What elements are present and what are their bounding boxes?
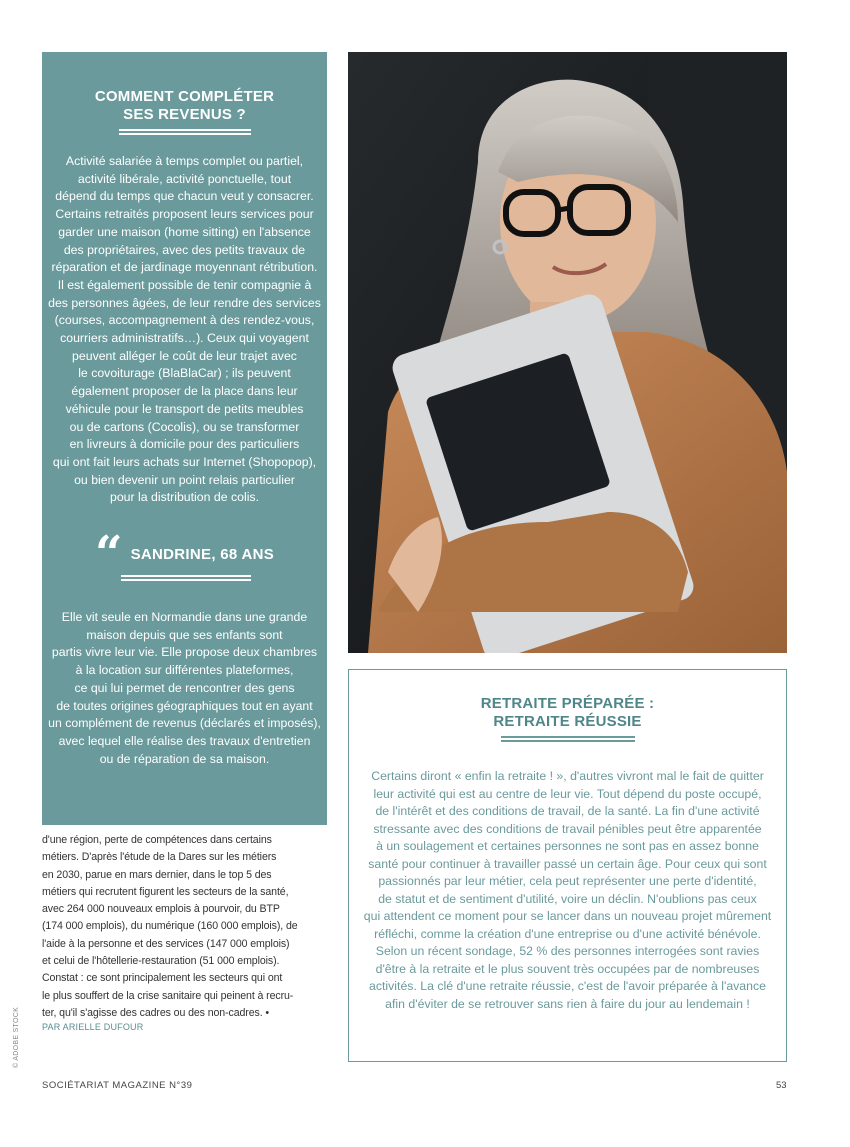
footer-magazine: SOCIÉTARIAT MAGAZINE N°39 [42,1080,193,1091]
sidebar-paragraph-1: Activité salariée à temps complet ou partiel, activité libérale, activité ponctuelle, tout dépend du temps que chacun veut y consacrer. Certains retraités proposent leurs services pour garder une maison (home sitting) en l'absence des propriétaires, avec des petits travaux de réparation et de jardinage moyennant rétribution. Il est également possible de tenir compagnie à des personnes âgées, de leur rendre des services (courses, accompagnement à des rendez-vous, courriers administratifs…). Ceux qui voyagent peuvent alléger le coût de leur trajet avec le covoiturage (BlaBlaCar) ; ils peuvent également proposer de la place dans leur véhicule pour le transport de petits meubles ou de cartons (Cocolis), ou se transformer en livreurs à domicile pour des particuliers qui ont fait leurs achats sur Internet (Shopopop), ou bien devenir un point relais particulier pour la distribution de colis. [48,154,321,505]
retirement-title-rule [501,736,635,742]
quote-rule [121,575,251,581]
retirement-body: Certains diront « enfin la retraite ! », d'autres vivront mal le fait de quitter leur activité qui est au centre de leur vie. Tout dépend du poste occupé, de l'intérêt et des conditions de travail, de la santé. La fin d'une activité stressante avec des conditions de travail pénibles peut être apparentée à un soulagement et certaines personnes ne sont pas en assez bonne santé pour continuer à travailler passé un certain âge. Pour ceux qui sont passionnés par leur métier, cela peut représenter une perte d'identité, de statut et de sentiment d'utilité, voire un déclin. N'oublions pas ceux qui attendent ce moment pour se lancer dans un nouveau projet mûrement réfléchi, comme la création d'une entreprise ou d'une activité bénévole. Selon un récent sondage, 52 % des personnes interrogées sont ravies d'être à la retraite et le plus souvent très occupées par de nombreuses activités. La clé d'une retraite réussie, c'est de l'avoir préparée à l'avance afin d'éviter de se retrouver sans rien à faire du jour au lendemain ! [363,769,772,1011]
retirement-title: RETRAITE PRÉPARÉE : RETRAITE RÉUSSIE [480,695,655,730]
portrait-photo [348,52,787,653]
photo-credit: © ADOBE STOCK [13,1006,20,1068]
page-number: 53 [776,1080,787,1091]
sidebar-box [42,52,327,825]
quote-name: SANDRINE, 68 ANS [130,545,275,563]
portrait-image [348,52,787,653]
sidebar-paragraph-2: Elle vit seule en Normandie dans une grande maison depuis que ses enfants sont partis vivre leur vie. Elle propose deux chambres à la location sur différentes plateformes, ce qui lui permet de rencontrer des gens de toutes origines géographiques tout en ayant un complément de revenus (déclarés et imposés), avec lequel elle réalise des travaux d'entretien ou de réparation de sa maison. [48,610,321,766]
title-rule [119,129,251,135]
quote-header [48,526,321,583]
sidebar-title: COMMENT COMPLÉTER SES REVENUS ? [94,88,275,123]
article-text: d'une région, perte de compétences dans certains métiers. D'après l'étude de la Dares sur les métiers en 2030, parue en mars dernier, dans le top 5 des métiers qui recrutent figurent les secteurs de la santé, avec 264 000 nouveaux emplois à pourvoir, du BTP (174 000 emplois), du numérique (160 000 emplois), de l'aide à la personne et des services (147 000 emplois) et celui de l'hôtellerie-restauration (51 000 emplois). Constat : ce sont principalement les secteurs qui ont le plus souffert de la crise sanitaire qui peinent à recru- ter, qu'il s'agisse des cadres ou des non-cadres. • [42,834,298,1019]
quote-icon: “ [94,526,123,583]
byline: PAR ARIELLE DUFOUR [42,1022,144,1032]
retirement-box [348,669,787,1062]
